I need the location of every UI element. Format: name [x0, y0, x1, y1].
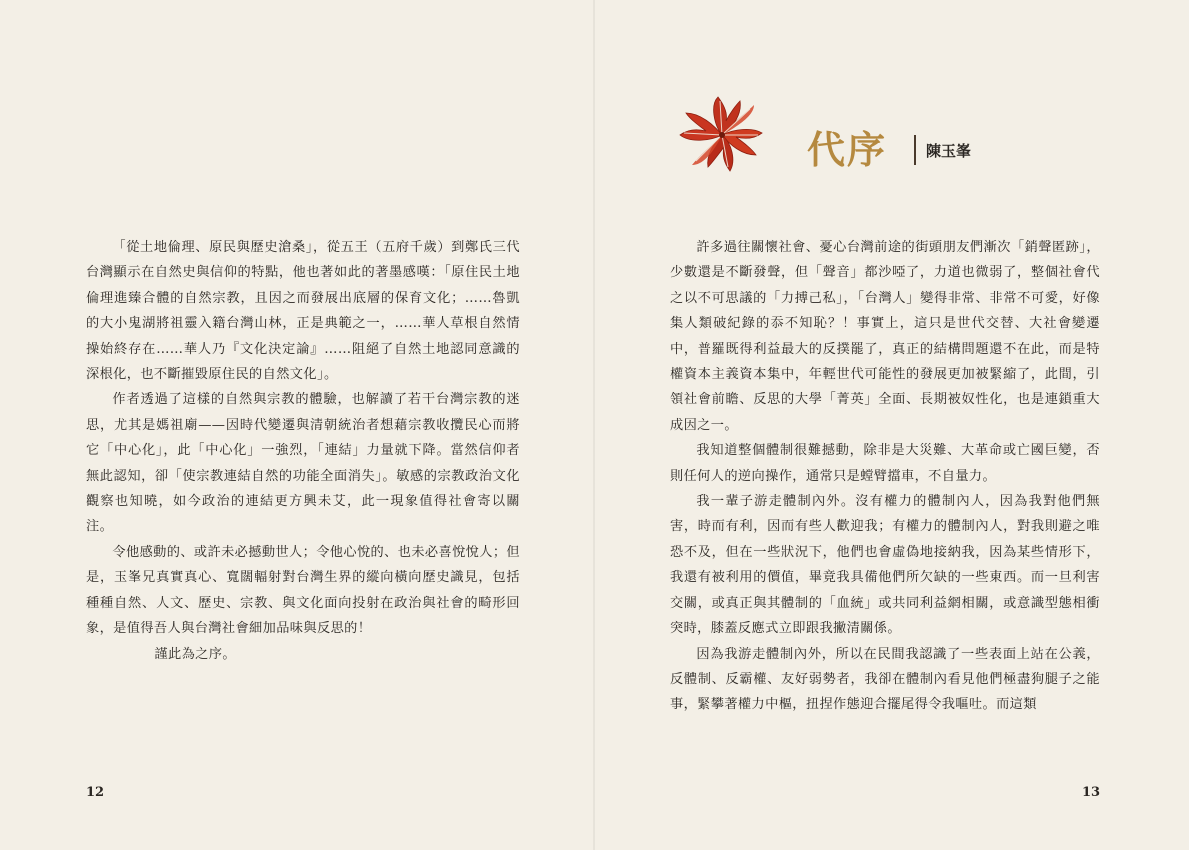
page-number-right: 13 — [1082, 785, 1101, 800]
right-paragraph-3: 我一輩子游走體制內外。沒有權力的體制內人，因為我對他們無害，時而有利，因而有些人歡迎我；有權力的體制內人，對我則避之唯恐不及，但在一些狀況下，他們也會虛偽地接納我，因為某些情形下，我還有被利用的價值，畢竟我具備他們所欠缺的一些東西。而一旦利害交關，或真正與其體制的「血統」或共同利益網相關，或意識型態相衝突時，膝蓋反應式立即跟我撇清關係。 — [670, 494, 1100, 637]
right-paragraph-4: 因為我游走體制內外，所以在民間我認識了一些表面上站在公義，反體制、反霸權、友好弱勢者，我卻在體制內看見他們極盡狗腿子之能事，緊攀著權力中樞，扭捏作態迎合擺尾得令我嘔吐。而這類 — [670, 646, 1100, 713]
title-divider — [914, 135, 916, 165]
chapter-title: 代序 — [807, 127, 888, 172]
left-page — [0, 0, 594, 850]
chapter-heading — [670, 95, 1070, 185]
red-flower-icon — [670, 95, 780, 175]
left-paragraph-2: 作者透過了這樣的自然與宗教的體驗，也解讀了若干台灣宗教的迷思，尤其是媽祖廟——因時代變遷與清朝統治者想藉宗教收攬民心而將它「中心化」，此「中心化」一強烈，「連結」力量就下降。當然信仰者無此認知，卻「使宗教連結自然的功能全面消失」。敏感的宗教政治文化觀察也知曉，如今政治的連結更方興未艾，此一現象值得社會寄以關注。 — [86, 392, 520, 535]
right-page — [595, 0, 1189, 850]
right-page-body — [670, 235, 1100, 718]
right-paragraph-1: 許多過往關懷社會、憂心台灣前途的街頭朋友們漸次「銷聲匿跡」，少數還是不斷發聲，但「聲音」都沙啞了，力道也微弱了，整個社會代之以不可思議的「力搏己私」，「台灣人」變得非常、非常不可愛，好像集人類破紀錄的忝不知恥？！事實上，這只是世代交替、大社會變遷中，普羅既得利益最大的反撲罷了，真正的結構問題還不在此，而是特權資本主義資本集中，年輕世代可能性的發展更加被緊縮了，此間，引領社會前瞻、反思的大學「菁英」全面、長期被奴性化，也是連鎖重大成因之一。 — [670, 240, 1100, 433]
left-paragraph-1: 「從土地倫理、原民與歷史滄桑」，從五王（五府千歲）到鄭氏三代台灣顯示在自然史與信仰的特點，他也著如此的著墨感嘆：「原住民土地倫理進臻合體的自然宗教，且因之而發展出底層的保育文化；……魯凱的大小鬼湖將祖靈入籍台灣山林，正是典範之一，……華人草根自然情操始終存在……華人乃『文化決定論』……阻絕了自然土地認同意識的深根化，也不斷摧毀原住民的自然文化」。 — [86, 240, 520, 383]
author-name: 陳玉峯 — [926, 142, 972, 160]
right-paragraph-2: 我知道整個體制很難撼動，除非是大災難、大革命或亡國巨變，否則任何人的逆向操作，通常只是螳臂擋車，不自量力。 — [670, 443, 1100, 484]
left-paragraph-3: 令他感動的、或許未必撼動世人；令他心悅的、也未必喜悅悅人；但是，玉峯兄真實真心、寬闊輻射對台灣生界的縱向橫向歷史識見，包括種種自然、人文、歷史、宗教、與文化面向投射在政治與社會的畸形回象，是值得吾人與台灣社會細加品味與反思的！ — [86, 544, 521, 637]
page-number-left: 12 — [86, 785, 105, 800]
left-page-body — [86, 235, 520, 667]
closing-line: 謹此為之序。 — [154, 646, 236, 662]
